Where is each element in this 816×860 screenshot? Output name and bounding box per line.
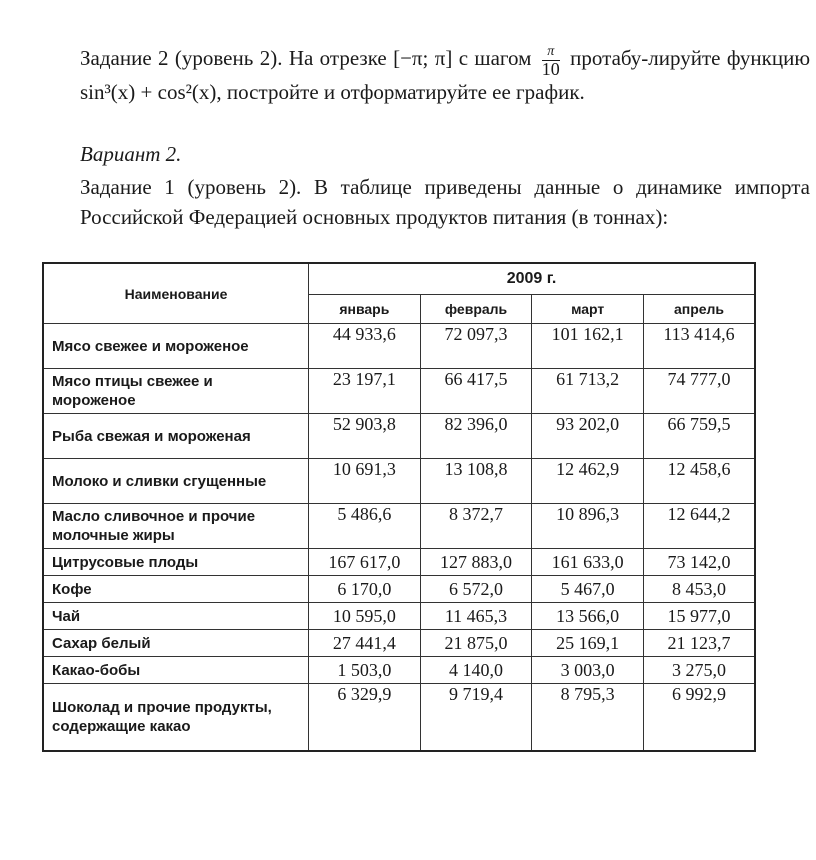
value-cell: 73 142,0 (644, 549, 755, 576)
value-cell: 4 140,0 (420, 657, 532, 684)
table-row (43, 657, 755, 684)
table-row (43, 630, 755, 657)
table-row (43, 684, 755, 752)
value-cell: 101 162,1 (532, 324, 644, 369)
value-cell: 74 777,0 (644, 369, 755, 414)
value-cell: 6 572,0 (420, 576, 532, 603)
value-cell: 113 414,6 (644, 324, 755, 369)
value-cell: 12 644,2 (644, 504, 755, 549)
name-column-header: Наименование (43, 263, 309, 324)
task2-function: sin³(x) + cos²(x) (80, 79, 217, 104)
value-cell: 5 467,0 (532, 576, 644, 603)
month-header-april: апрель (644, 295, 755, 324)
value-cell: 27 441,4 (309, 630, 421, 657)
import-table (42, 262, 756, 752)
table-row (43, 549, 755, 576)
product-name: Кофе (43, 576, 309, 603)
value-cell: 9 719,4 (420, 684, 532, 752)
table-row (43, 504, 755, 549)
step-fraction (542, 44, 560, 77)
value-cell: 10 691,3 (309, 459, 421, 504)
task2-lead: Задание 2 (уровень 2). На отрезке [−π; π] с шагом (80, 46, 532, 70)
month-header-march: март (532, 295, 644, 324)
product-name: Шоколад и прочие продукты, содержащие какао (43, 684, 309, 752)
value-cell: 10 896,3 (532, 504, 644, 549)
value-cell: 72 097,3 (420, 324, 532, 369)
step-numerator: π (542, 44, 560, 61)
value-cell: 167 617,0 (309, 549, 421, 576)
table-row (43, 324, 755, 369)
table-row (43, 414, 755, 459)
value-cell: 12 462,9 (532, 459, 644, 504)
variant-heading: Вариант 2. (80, 142, 182, 166)
value-cell: 66 417,5 (420, 369, 532, 414)
value-cell: 8 795,3 (532, 684, 644, 752)
value-cell: 6 992,9 (644, 684, 755, 752)
value-cell: 161 633,0 (532, 549, 644, 576)
value-cell: 12 458,6 (644, 459, 755, 504)
product-name: Рыба свежая и мороженая (43, 414, 309, 459)
value-cell: 52 903,8 (309, 414, 421, 459)
value-cell: 3 003,0 (532, 657, 644, 684)
value-cell: 127 883,0 (420, 549, 532, 576)
value-cell: 6 170,0 (309, 576, 421, 603)
value-cell: 93 202,0 (532, 414, 644, 459)
value-cell: 21 875,0 (420, 630, 532, 657)
value-cell: 21 123,7 (644, 630, 755, 657)
value-cell: 8 372,7 (420, 504, 532, 549)
value-cell: 61 713,2 (532, 369, 644, 414)
value-cell: 1 503,0 (309, 657, 421, 684)
task2-tail: , постройте и отформатируйте ее график. (216, 79, 585, 104)
table-row (43, 369, 755, 414)
year-header: 2009 г. (309, 263, 756, 295)
product-name: Чай (43, 603, 309, 630)
product-name: Цитрусовые плоды (43, 549, 309, 576)
product-name: Какао-бобы (43, 657, 309, 684)
month-header-february: февраль (420, 295, 532, 324)
value-cell: 23 197,1 (309, 369, 421, 414)
table-row (43, 459, 755, 504)
product-name: Мясо птицы свежее и мороженое (43, 369, 309, 414)
value-cell: 82 396,0 (420, 414, 532, 459)
task1-paragraph: Задание 1 (уровень 2). В таблице приведены данные о динамике импорта Российской Федерацией основных продуктов питания (в тоннах): (80, 175, 810, 229)
task2-paragraph (40, 43, 810, 107)
value-cell: 25 169,1 (532, 630, 644, 657)
product-name: Молоко и сливки сгущенные (43, 459, 309, 504)
product-name: Сахар белый (43, 630, 309, 657)
value-cell: 13 108,8 (420, 459, 532, 504)
product-name: Масло сливочное и прочие молочные жиры (43, 504, 309, 549)
value-cell: 5 486,6 (309, 504, 421, 549)
value-cell: 3 275,0 (644, 657, 755, 684)
value-cell: 8 453,0 (644, 576, 755, 603)
value-cell: 6 329,9 (309, 684, 421, 752)
table-row (43, 576, 755, 603)
product-name: Мясо свежее и мороженое (43, 324, 309, 369)
task2-mid: протабу-лируйте функцию (570, 46, 811, 70)
table-row (43, 603, 755, 630)
step-denominator: 10 (541, 58, 560, 79)
month-header-january: январь (309, 295, 421, 324)
value-cell: 13 566,0 (532, 603, 644, 630)
value-cell: 15 977,0 (644, 603, 755, 630)
value-cell: 44 933,6 (309, 324, 421, 369)
value-cell: 11 465,3 (420, 603, 532, 630)
value-cell: 66 759,5 (644, 414, 755, 459)
value-cell: 10 595,0 (309, 603, 421, 630)
